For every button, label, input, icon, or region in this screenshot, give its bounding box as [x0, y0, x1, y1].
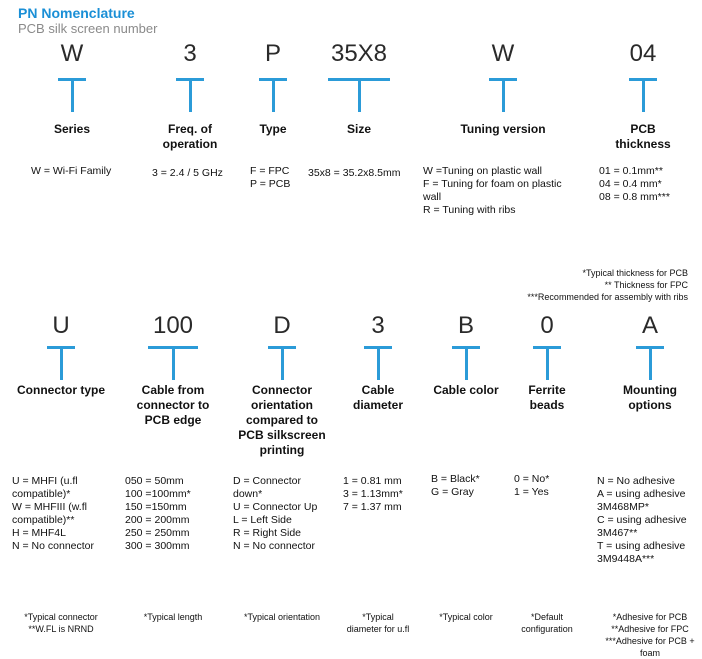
field-options — [343, 475, 403, 514]
field-footnote — [521, 611, 573, 635]
code-letter: 3 — [183, 40, 197, 67]
text-line: beads — [529, 398, 565, 412]
text-line: Cable — [361, 383, 395, 397]
field-options — [12, 475, 102, 553]
text-line: operation — [162, 137, 218, 151]
text-line: ** Thickness for FPC — [604, 280, 688, 290]
text-line: *Typical orientation — [243, 612, 321, 622]
text-line: A = using adhesive — [597, 488, 686, 500]
text-line: compatible)* — [12, 488, 71, 500]
text-line: ***Recommended for assembly with ribs — [527, 292, 688, 302]
field-heading — [259, 122, 286, 137]
text-line: W = Wi-Fi Family — [31, 165, 112, 177]
field-heading — [17, 383, 105, 398]
text-line: U = MHFI (u.fl — [12, 475, 78, 487]
text-line: Ferrite — [528, 383, 566, 397]
text-line: W =Tuning on plastic wall — [423, 165, 542, 177]
tee-stem — [281, 346, 284, 380]
text-line: ***Adhesive for PCB + — [605, 636, 695, 646]
text-line: 3M9448A*** — [597, 553, 655, 565]
text-line: 3 = 1.13mm* — [343, 488, 403, 500]
field-options — [597, 475, 697, 566]
text-line: 7 = 1.37 mm — [343, 501, 402, 513]
text-line: G = Gray — [431, 486, 474, 498]
text-line: L = Left Side — [233, 514, 292, 526]
code-letter: W — [491, 40, 515, 67]
code-letter: D — [273, 312, 291, 339]
text-line: *Typical color — [439, 612, 493, 622]
page-subtitle: PCB silk screen number — [18, 21, 158, 36]
text-line: compatible)** — [12, 514, 75, 526]
code-letter: B — [457, 312, 475, 339]
text-line: compared to — [245, 413, 319, 427]
field-heading — [614, 122, 673, 152]
tee-connector-icon — [489, 78, 517, 112]
text-line: H = MHF4L — [12, 527, 66, 539]
text-line: *Typical connector — [24, 612, 98, 622]
text-line: Mounting — [623, 383, 677, 397]
text-line: PCB edge — [144, 413, 202, 427]
field-heading — [528, 383, 565, 413]
text-line: Tuning version — [460, 122, 546, 136]
text-line: P = PCB — [250, 178, 291, 190]
code-letter: 0 — [540, 312, 554, 339]
text-line: F = FPC — [250, 165, 290, 177]
text-line: B = Black* — [431, 473, 480, 485]
text-line: N = No connector — [233, 540, 316, 552]
text-line: Connector — [251, 383, 312, 397]
text-line: 0 = No* — [514, 473, 550, 485]
field-options — [152, 167, 223, 180]
text-line: foam — [639, 648, 661, 658]
text-line: *Typical thickness for PCB — [582, 268, 688, 278]
text-line: 050 = 50mm — [125, 475, 184, 487]
text-line: printing — [259, 443, 305, 457]
text-line: **Adhesive for FPC — [611, 624, 689, 634]
page-title: PN Nomenclature — [18, 5, 135, 21]
tee-connector-icon — [533, 346, 561, 380]
tee-stem — [465, 346, 468, 380]
text-line: N = No adhesive — [597, 475, 675, 487]
text-line: *Default — [530, 612, 564, 622]
text-line: *Typical — [362, 612, 394, 622]
field-footnote — [24, 611, 98, 635]
text-line: orientation — [250, 398, 313, 412]
tee-connector-icon — [148, 346, 198, 380]
tee-stem — [60, 346, 63, 380]
tee-stem — [272, 78, 275, 112]
code-letter: A — [641, 312, 659, 339]
field-footnote — [347, 611, 410, 635]
text-line: D = Connector — [233, 475, 301, 487]
tee-stem — [189, 78, 192, 112]
text-line: Type — [259, 122, 287, 136]
text-line: W = MHFIII (w.fl — [12, 501, 87, 513]
field-options — [250, 165, 290, 191]
field-options — [308, 167, 401, 180]
tee-stem — [172, 346, 175, 380]
code-letter: 35X8 — [330, 40, 388, 67]
text-line: *Typical length — [143, 612, 203, 622]
tee-stem — [649, 346, 652, 380]
text-line: Connector type — [16, 383, 106, 397]
text-line: T = using adhesive — [597, 540, 686, 552]
text-line: 300 = 300mm — [125, 540, 190, 552]
field-options — [599, 165, 670, 204]
text-line: 150 =150mm — [125, 501, 187, 513]
field-options — [514, 473, 549, 499]
text-line: 04 = 0.4 mm* — [599, 178, 662, 190]
text-line: options — [628, 398, 672, 412]
text-line: F = Tuning for foam on plastic — [423, 178, 562, 190]
text-line: 35x8 = 35.2x8.5mm — [308, 167, 401, 179]
tee-stem — [642, 78, 645, 112]
text-line: 01 = 0.1mm** — [599, 165, 663, 177]
field-heading — [54, 122, 90, 137]
text-line: 250 = 250mm — [125, 527, 190, 539]
tee-connector-icon — [364, 346, 392, 380]
code-letter: P — [264, 40, 282, 67]
field-options — [125, 475, 191, 553]
tee-connector-icon — [636, 346, 664, 380]
text-line: 1 = 0.81 mm — [343, 475, 402, 487]
thickness-notes — [527, 267, 688, 303]
tee-connector-icon — [629, 78, 657, 112]
tee-connector-icon — [47, 346, 75, 380]
text-line: R = Right Side — [233, 527, 301, 539]
tee-stem — [358, 78, 361, 112]
field-options — [423, 165, 583, 217]
code-letter: 04 — [629, 40, 657, 67]
tee-connector-icon — [328, 78, 390, 112]
field-footnote — [605, 611, 694, 659]
tee-stem — [546, 346, 549, 380]
tee-connector-icon — [58, 78, 86, 112]
text-line: diameter for u.fl — [346, 624, 410, 634]
text-line: Freq. of — [167, 122, 212, 136]
tee-stem — [71, 78, 74, 112]
text-line: 200 = 200mm — [125, 514, 190, 526]
field-heading — [347, 122, 371, 137]
tee-stem — [502, 78, 505, 112]
text-line: 3M468MP* — [597, 501, 649, 513]
text-line: 3M467** — [597, 527, 638, 539]
text-line: N = No connector — [12, 540, 95, 552]
tee-connector-icon — [268, 346, 296, 380]
text-line: down* — [233, 488, 263, 500]
field-options — [431, 473, 480, 499]
text-line: Size — [346, 122, 372, 136]
field-heading — [460, 122, 545, 137]
text-line: R = Tuning with ribs — [423, 204, 516, 216]
text-line: Series — [53, 122, 91, 136]
code-letter: 100 — [152, 312, 194, 339]
field-footnote — [439, 611, 493, 623]
text-line: 1 = Yes — [514, 486, 549, 498]
text-line: C = using adhesive — [597, 514, 687, 526]
field-options — [31, 165, 111, 178]
text-line: U = Connector Up — [233, 501, 318, 513]
field-heading — [623, 383, 677, 413]
field-heading — [163, 122, 218, 152]
field-heading — [238, 383, 325, 458]
tee-connector-icon — [452, 346, 480, 380]
field-options — [233, 475, 317, 553]
text-line: configuration — [521, 624, 573, 634]
field-footnote — [244, 611, 320, 623]
tee-connector-icon — [259, 78, 287, 112]
field-heading — [433, 383, 498, 398]
code-letter: 3 — [371, 312, 385, 339]
text-line: PCB silkscreen — [238, 428, 326, 442]
text-line: Cable from — [141, 383, 205, 397]
tee-connector-icon — [176, 78, 204, 112]
text-line: Cable color — [433, 383, 499, 397]
text-line: PCB thickness — [615, 122, 671, 151]
text-line: **W.FL is NRND — [28, 624, 94, 634]
text-line: 08 = 0.8 mm*** — [599, 191, 670, 203]
text-line: wall — [423, 191, 442, 203]
tee-stem — [377, 346, 380, 380]
text-line: *Adhesive for PCB — [612, 612, 688, 622]
text-line: connector to — [136, 398, 210, 412]
text-line: 3 = 2.4 / 5 GHz — [152, 167, 223, 179]
field-heading — [353, 383, 403, 413]
code-letter: W — [60, 40, 84, 67]
text-line: 100 =100mm* — [125, 488, 191, 500]
field-heading — [137, 383, 210, 428]
code-letter: U — [52, 312, 70, 339]
text-line: diameter — [352, 398, 404, 412]
field-footnote — [144, 611, 203, 623]
